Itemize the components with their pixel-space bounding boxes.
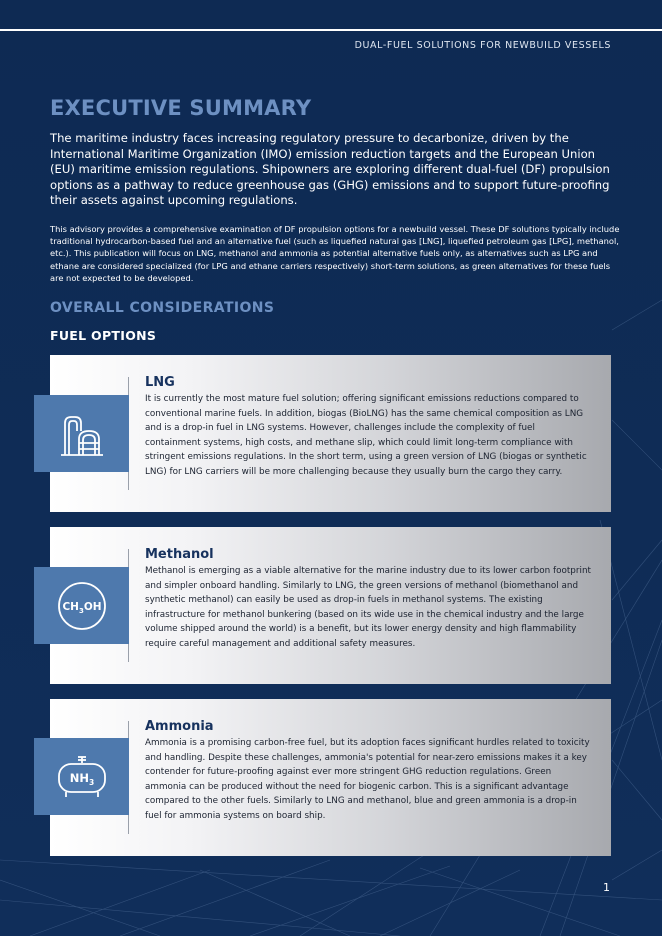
lead-paragraph: The maritime industry faces increasing regulatory pressure to decarbonize, driven by the International Maritime Organization (IMO) emission reduction targets and the European Union (EU) maritime emission regulations. Shipowners are exploring different dual-fuel (DF) propulsion options as a pathway to reduce greenhouse gas (GHG) emissions and to support future-proofing their assets against upcoming regulations. <box>50 131 610 207</box>
ammonia-tank-icon <box>34 738 129 815</box>
running-header: DUAL-FUEL SOLUTIONS FOR NEWBUILD VESSELS <box>354 40 611 51</box>
subsection-heading: FUEL OPTIONS <box>50 328 157 343</box>
page-number: 1 <box>603 881 610 894</box>
fuel-card-title: LNG <box>145 375 175 390</box>
fuel-card-description: Ammonia is a promising carbon-free fuel, but its adoption faces significant hurdles related to toxicity and handling. Despite these challenges, ammonia's potential for near-zero emissions makes it a key contender for future-proofing against ever more stringent GHG reduction regulations. Green ammonia can be produced without the need for biogenic carbon. This is a significant advantage compared to the other fuels. Similarly to LNG and methanol, blue and green ammonia is a drop-in fuel for ammonia systems on board ship. <box>145 738 590 821</box>
fuel-card-methanol <box>50 527 611 684</box>
page-title: EXECUTIVE SUMMARY <box>50 96 312 120</box>
section-heading: OVERALL CONSIDERATIONS <box>50 300 275 316</box>
header-rule <box>0 29 662 31</box>
methanol-molecule-icon <box>34 567 129 644</box>
fuel-card-lng <box>50 355 611 512</box>
fuel-card-description: It is currently the most mature fuel solution; offering significant emissions reductions compared to conventional marine fuels. In addition, biogas (BioLNG) has the same chemical composition as LNG and is a drop-in fuel in LNG systems. However, challenges include the complexity of fuel containment systems, high costs, and methane slip, which could limit long-term compliance with stringent emissions regulations. In the short term, using a green version of LNG (biogas or synthetic LNG) for LNG carriers will be more challenging because they usually burn the cargo they carry. <box>145 394 587 477</box>
fuel-card-title: Ammonia <box>145 719 214 734</box>
lng-tank-icon <box>34 395 129 472</box>
fuel-card-description: Methanol is emerging as a viable alternative for the marine industry due to its lower carbon footprint and simpler onboard handling. Similarly to LNG, the green versions of methanol (biomethanol and synthetic methanol) can easily be used as drop-in fuels in methanol systems. The existing infrastructure for methanol bunkering (based on its wide use in the chemical industry and the large volume shipped around the world) is a benefit, but its lower energy density and high flammability require careful management and additional safety measures. <box>145 566 591 649</box>
svg-text:CH3OH: $CH_3OH$ <box>61 600 102 615</box>
fuel-card-title: Methanol <box>145 547 214 562</box>
fuel-card-ammonia <box>50 699 611 856</box>
svg-text:NH3: $NH_3$ <box>69 770 94 787</box>
body-paragraph: This advisory provides a comprehensive examination of DF propulsion options for a newbuild vessel. These DF solutions typically include traditional hydrocarbon-based fuel and an alternative fuel (such as liquefied natural gas [LNG], liquefied petroleum gas [LPG], methanol, etc.). This publication will focus on LNG, methanol and ammonia as potential alternative fuels only, as alternatives such as LPG and ethane are considered specialized (for LPG and ethane carriers respectively) short-term solutions, as green alternatives for these fuels are not expected to be developed. <box>50 224 620 283</box>
